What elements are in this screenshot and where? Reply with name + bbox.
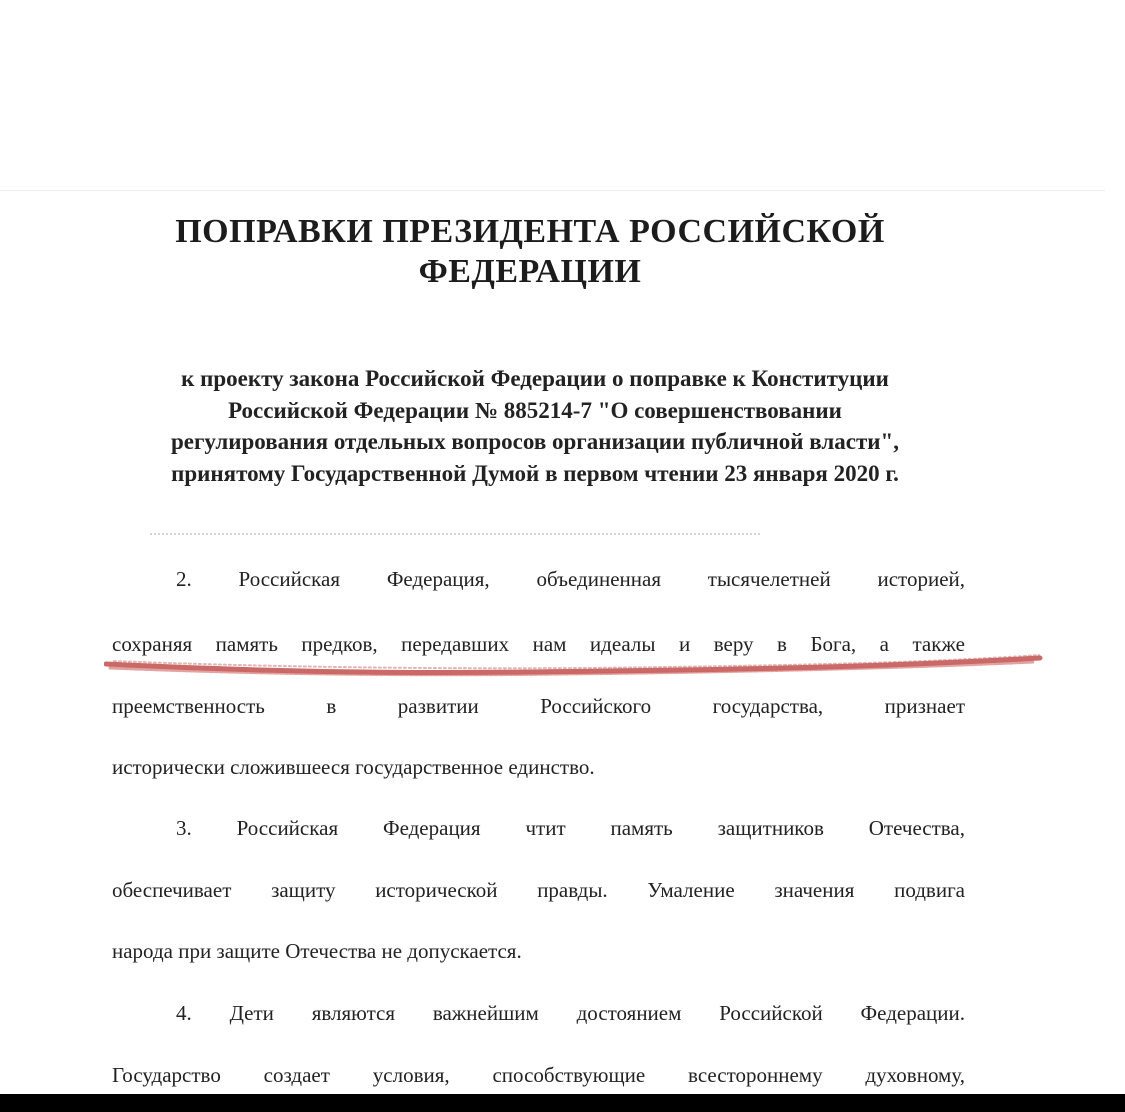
page-top-edge bbox=[0, 190, 1105, 191]
body-line-7: народа при защите Отечества не допускается. bbox=[112, 939, 522, 963]
body-line-6: обеспечивает защиту исторической правды. Умаление значения подвига bbox=[112, 878, 965, 902]
body-line-5: 3. Российская Федерация чтит память защитников Отечества, bbox=[176, 816, 965, 840]
document-title-line-1: ПОПРАВКИ ПРЕЗИДЕНТА РОССИЙСКОЙ bbox=[175, 213, 885, 250]
body-line-9: Государство создает условия, способствующие всестороннему духовному, bbox=[112, 1063, 965, 1087]
body-line-2: сохраняя память предков, передавших нам идеалы и веру в Бога, а также bbox=[112, 632, 965, 656]
body-line-8: 4. Дети являются важнейшим достоянием Российской Федерации. bbox=[176, 1001, 965, 1025]
red-underline-mark bbox=[104, 650, 1044, 680]
body-line-1: 2. Российская Федерация, объединенная тысячелетней историей, bbox=[176, 567, 965, 591]
subtitle-line-3: регулирования отдельных вопросов организации публичной власти", bbox=[170, 429, 900, 454]
body-line-3: преемственность в развитии Российского государства, признает bbox=[112, 694, 965, 718]
document-title-line-2: ФЕДЕРАЦИИ bbox=[418, 253, 642, 290]
subtitle-line-1: к проекту закона Российской Федерации о поправке к Конституции bbox=[181, 366, 889, 391]
body-line-4: исторически сложившееся государственное единство. bbox=[112, 755, 595, 779]
bottom-black-bar bbox=[0, 1094, 1125, 1112]
subtitle-line-4: принятому Государственной Думой в первом чтении 23 января 2020 г. bbox=[171, 461, 899, 486]
subtitle-line-2: Российской Федерации № 885214-7 "О совершенствовании bbox=[228, 398, 842, 423]
faint-separator-line bbox=[150, 533, 760, 535]
